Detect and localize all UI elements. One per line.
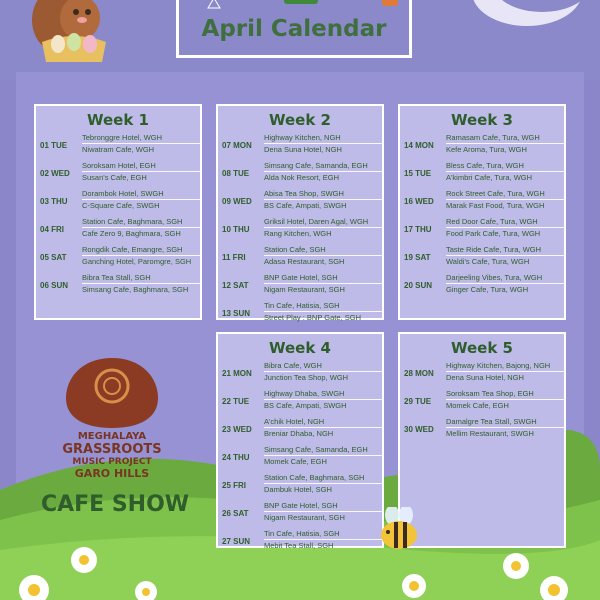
day-row [218,189,382,217]
day-row [218,473,382,501]
venue-name: Marak Fast Food, Tura, WGH [446,201,545,210]
day-row [400,361,564,389]
divider [264,399,382,400]
sponsor-logos [190,0,410,12]
bee-icon [378,507,420,551]
venue-name: Breniar Dhaba, NGH [264,429,334,438]
day-label: 29 TUE [404,397,432,406]
venue-name: BNP Gate Hotel, SGH [264,501,338,510]
day-label: 30 WED [404,425,434,434]
day-row [218,245,382,273]
day-row [218,445,382,473]
venue-name: Ganching Hotel, Paromgre, SGH [82,257,192,266]
logo-line-2: GRASSROOTS [62,442,162,457]
day-row [400,389,564,417]
day-label: 27 SUN [222,537,251,546]
venue-name: Dambuk Hotel, SGH [264,485,332,494]
divider [82,227,200,228]
divider [264,539,382,540]
day-label: 21 MON [222,369,252,378]
venue-name: Dorambok Hotel, SWGH [82,189,164,198]
venue-name: Simsang Cafe, Samanda, EGH [264,161,368,170]
venue-name: A'kimbri Cafe, Tura, WGH [446,173,533,182]
venue-name: Niwatram Cafe, WGH [82,145,155,154]
week-3-card [398,104,566,320]
venue-name: Street Play : BNP Gate, SGH [264,313,361,322]
venue-name: Bless Cafe, Tura, WGH [446,161,524,170]
day-row [36,189,200,217]
venue-name: Adasa Restaurant, SGH [264,257,345,266]
divider [446,399,564,400]
day-row [36,133,200,161]
day-row [218,133,382,161]
venue-name: Simsang Cafe, Samanda, EGH [264,445,368,454]
venue-name: Momek Cafe, EGH [264,457,327,466]
divider [264,199,382,200]
day-label: 03 THU [40,197,68,206]
guitar-emblem-icon [62,358,162,428]
day-label: 28 MON [404,369,434,378]
day-label: 06 SUN [40,281,69,290]
divider [82,199,200,200]
venue-name: Darjeeling Vibes, Tura, WGH [446,273,543,282]
moon-icon [472,0,582,28]
venue-name: BS Cafe, Ampati, SWGH [264,201,347,210]
day-row [36,161,200,189]
day-row [218,273,382,301]
day-label: 10 THU [222,225,250,234]
divider [264,483,382,484]
page-title: April Calendar [201,16,387,42]
day-row [218,501,382,529]
day-label: 07 MON [222,141,252,150]
divider [264,171,382,172]
week-1-card [34,104,202,320]
day-row [218,361,382,389]
divider [264,255,382,256]
week-5-card [398,332,566,548]
day-row [218,529,382,557]
day-label: 16 WED [404,197,434,206]
venue-name: BS Cafe, Ampati, SWGH [264,401,347,410]
venue-name: Highway Kitchen, NGH [264,133,341,142]
day-label: 08 TUE [222,169,250,178]
day-row [218,217,382,245]
venue-name: Soroksam Hotel, EGH [82,161,156,170]
divider [446,199,564,200]
venue-name: A'chik Hotel, NGH [264,417,325,426]
venue-name: Bibra Cafe, WGH [264,361,322,370]
venue-name: Red Door Cafe, Tura, WGH [446,217,538,226]
day-row [400,161,564,189]
day-label: 19 SAT [404,253,431,262]
divider [82,283,200,284]
divider [446,143,564,144]
day-row [218,389,382,417]
day-row [400,133,564,161]
event-name: CAFE SHOW [40,492,190,517]
divider [446,171,564,172]
day-row [36,217,200,245]
venue-name: Soroksam Tea Shop, EGH [446,389,534,398]
venue-name: Damalgre Tea Stall, SWGH [446,417,537,426]
week-5-title: Week 5 [451,339,513,357]
divider [264,283,382,284]
venue-name: Bibra Tea Stall, SGH [82,273,151,282]
venue-name: Tebronggre Hotel, WGH [82,133,163,142]
divider [446,283,564,284]
venue-name: Taste Ride Cafe, Tura, WGH [446,245,542,254]
week-2-card [216,104,384,320]
divider [264,143,382,144]
venue-name: C-Square Cafe, SWGH [82,201,160,210]
meghalaya-grassroots-logo [62,358,162,488]
day-row [400,189,564,217]
venue-name: Ramasam Cafe, Tura, WGH [446,133,540,142]
venue-name: Griksil Hotel, Daren Agal, WGH [264,217,369,226]
day-label: 23 WED [222,425,252,434]
venue-name: Nigam Restaurant, SGH [264,285,345,294]
day-label: 20 SUN [404,281,433,290]
venue-name: Station Cafe, Baghmara, SGH [264,473,365,482]
week-1-title: Week 1 [87,111,149,129]
venue-name: Abisa Tea Shop, SWGH [264,189,344,198]
venue-name: Dena Suna Hotel, NGH [264,145,342,154]
day-label: 25 FRI [222,481,247,490]
divider [264,455,382,456]
divider [264,427,382,428]
venue-name: Food Park Cafe, Tura, WGH [446,229,541,238]
venue-name: Kefe Aroma, Tura, WGH [446,145,527,154]
day-row [400,417,564,445]
divider [446,227,564,228]
divider [264,227,382,228]
divider [82,255,200,256]
day-row [218,161,382,189]
venue-name: Waldi's Cafe, Tura, WGH [446,257,530,266]
day-label: 22 TUE [222,397,250,406]
divider [264,371,382,372]
day-row [36,245,200,273]
venue-name: Mebit Tea Stall, SGH [264,541,334,550]
day-label: 24 THU [222,453,250,462]
venue-name: Momek Cafe, EGH [446,401,509,410]
divider [446,255,564,256]
venue-name: Alda Nok Resort, EGH [264,173,340,182]
venue-name: Ginger Cafe, Tura, WGH [446,285,529,294]
venue-name: Rongdik Cafe, Emangre, SGH [82,245,183,254]
venue-name: Dena Suna Hotel, NGH [446,373,524,382]
logo-line-1: MEGHALAYA [77,431,147,442]
day-label: 09 WED [222,197,252,206]
divider [446,427,564,428]
venue-name: Mellim Restaurant, SWGH [446,429,534,438]
day-label: 11 FRI [222,253,246,262]
day-label: 14 MON [404,141,434,150]
day-row [400,245,564,273]
venue-name: Station Cafe, SGH [264,245,326,254]
logo-line-3: MUSIC PROJECT [72,457,152,467]
day-label: 01 TUE [40,141,68,150]
divider [446,371,564,372]
day-label: 02 WED [40,169,70,178]
week-3-title: Week 3 [451,111,513,129]
day-label: 26 SAT [222,509,249,518]
day-label: 05 SAT [40,253,67,262]
divider [264,311,382,312]
venue-name: Susan's Cafe, EGH [82,173,147,182]
week-2-title: Week 2 [269,111,331,129]
venue-name: Tin Cafe, Hatisia, SGH [264,301,340,310]
day-row [400,273,564,301]
venue-name: Rang Kitchen, WGH [264,229,332,238]
week-4-card [216,332,384,548]
logo-line-4: GARO HILLS [74,467,150,480]
venue-name: Simsang Cafe, Baghmara, SGH [82,285,189,294]
day-label: 04 FRI [40,225,65,234]
venue-name: Station Cafe, Baghmara, SGH [82,217,183,226]
day-label: 13 SUN [222,309,251,318]
venue-name: Cafe Zero 9, Baghmara, SGH [82,229,181,238]
day-row [400,217,564,245]
week-4-title: Week 4 [269,339,331,357]
venue-name: Highway Dhaba, SWGH [264,389,345,398]
divider [264,511,382,512]
venue-name: Tin Cafe, Hatisia, SGH [264,529,340,538]
divider [82,143,200,144]
venue-name: Junction Tea Shop, WGH [264,373,349,382]
day-label: 12 SAT [222,281,249,290]
divider [82,171,200,172]
day-label: 17 THU [404,225,432,234]
day-row [218,417,382,445]
day-row [36,273,200,301]
venue-name: Highway Kitchen, Bajong, NGH [446,361,551,370]
venue-name: Rock Street Cafe, Tura, WGH [446,189,545,198]
venue-name: BNP Gate Hotel, SGH [264,273,338,282]
day-label: 15 TUE [404,169,432,178]
venue-name: Nigam Restaurant, SGH [264,513,345,522]
day-row [218,301,382,329]
squirrel-illustration [28,0,120,70]
